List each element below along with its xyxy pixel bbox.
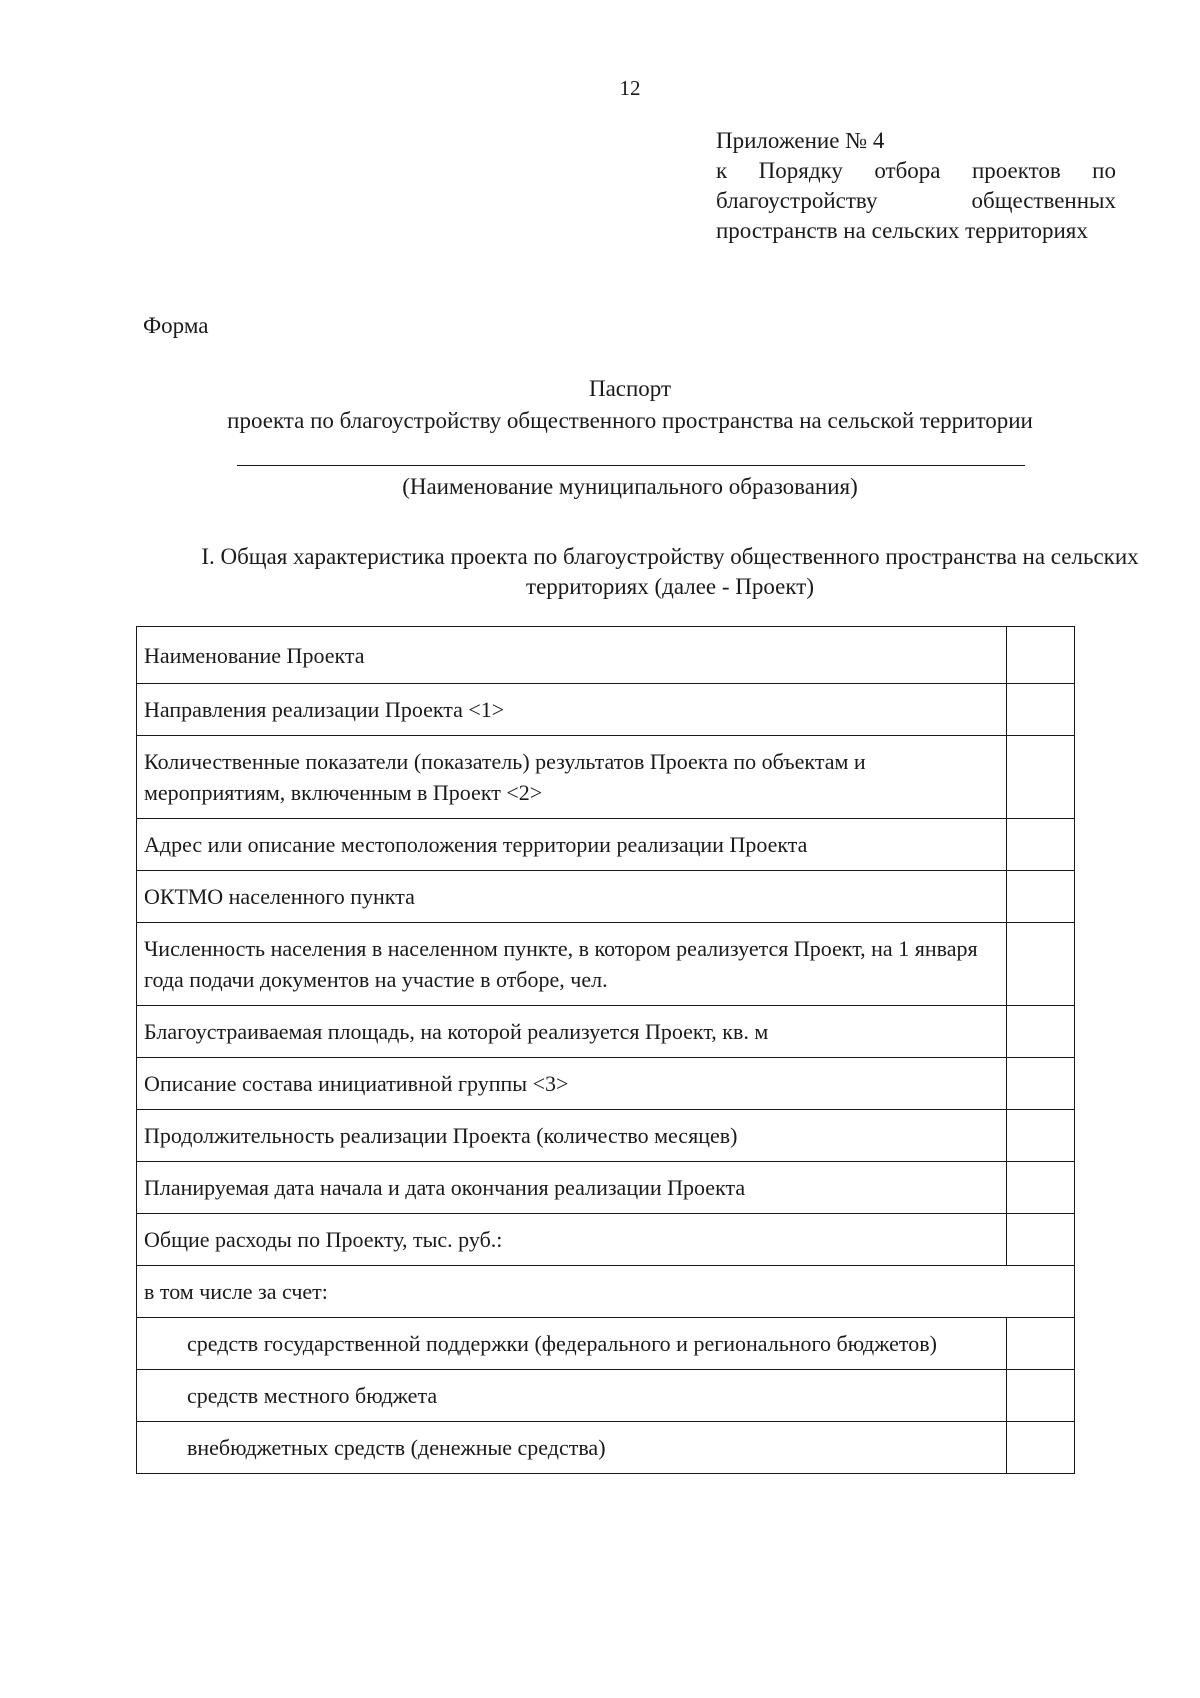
row-value-cell[interactable]	[1007, 871, 1075, 923]
table-row	[137, 1162, 1075, 1214]
appendix-title: Приложение № 4	[716, 128, 885, 153]
row-value-cell[interactable]	[1007, 627, 1075, 684]
table-sub-row	[137, 1318, 1075, 1370]
row-label: Количественные показатели (показатель) результатов Проекта по объектам и мероприятиям, включенным в Проект <2>	[137, 736, 1007, 819]
row-value-cell[interactable]	[1007, 1006, 1075, 1058]
section-heading: I. Общая характеристика проекта по благоустройству общественного пространства на сельских территориях (далее - Проект)	[201, 544, 1139, 599]
row-label: Планируемая дата начала и дата окончания реализации Проекта	[137, 1162, 1007, 1214]
table-row	[137, 923, 1075, 1006]
table-row	[137, 1058, 1075, 1110]
row-label: Адрес или описание местоположения территории реализации Проекта	[137, 819, 1007, 871]
row-label: ОКТМО населенного пункта	[137, 871, 1007, 923]
row-value-cell[interactable]	[1007, 923, 1075, 1006]
row-label: Благоустраиваемая площадь, на которой реализуется Проект, кв. м	[137, 1006, 1007, 1058]
row-value-cell[interactable]	[1007, 684, 1075, 736]
table-row	[137, 819, 1075, 871]
row-value-cell[interactable]	[1007, 1162, 1075, 1214]
passport-table	[136, 626, 1075, 1474]
row-value-cell[interactable]	[1007, 1058, 1075, 1110]
table-row-including	[137, 1266, 1075, 1318]
row-value-cell[interactable]	[1007, 819, 1075, 871]
table-row	[137, 1006, 1075, 1058]
row-value-cell[interactable]	[1007, 1110, 1075, 1162]
row-label: Численность населения в населенном пункте, в котором реализуется Проект, на 1 января года подачи документов на участие в отборе, чел.	[137, 923, 1007, 1006]
sub-row-label: средств местного бюджета	[137, 1370, 1007, 1422]
row-label: Продолжительность реализации Проекта (количество месяцев)	[137, 1110, 1007, 1162]
row-label: Наименование Проекта	[137, 627, 1007, 684]
sub-row-value-cell[interactable]	[1007, 1370, 1075, 1422]
passport-subtitle: проекта по благоустройству общественного пространства на сельской территории	[227, 408, 1033, 433]
appendix-text: к Порядку отбора проектов по благоустройству общественных пространств на сельских территориях	[716, 158, 1116, 243]
including-label: в том числе за счет:	[137, 1266, 1075, 1318]
table-row	[137, 627, 1075, 684]
form-label: Форма	[143, 313, 209, 338]
municipality-caption: (Наименование муниципального образования)	[402, 474, 858, 499]
table-sub-row	[137, 1370, 1075, 1422]
table-row	[137, 684, 1075, 736]
appendix-block	[716, 126, 1116, 246]
row-label: Общие расходы по Проекту, тыс. руб.:	[137, 1214, 1007, 1266]
table-row	[137, 1110, 1075, 1162]
row-label: Направления реализации Проекта <1>	[137, 684, 1007, 736]
passport-title: Паспорт	[588, 376, 672, 401]
municipality-blank-line	[237, 465, 1025, 466]
table-row	[137, 736, 1075, 819]
sub-row-value-cell[interactable]	[1007, 1422, 1075, 1474]
row-value-cell[interactable]	[1007, 1214, 1075, 1266]
row-value-cell[interactable]	[1007, 736, 1075, 819]
sub-row-label: средств государственной поддержки (федерального и регионального бюджетов)	[137, 1318, 1007, 1370]
table-row	[137, 871, 1075, 923]
page-number: 12	[619, 76, 641, 100]
sub-row-label: внебюджетных средств (денежные средства)	[137, 1422, 1007, 1474]
table-sub-row	[137, 1422, 1075, 1474]
sub-row-value-cell[interactable]	[1007, 1318, 1075, 1370]
table-row	[137, 1214, 1075, 1266]
row-label: Описание состава инициативной группы <3>	[137, 1058, 1007, 1110]
